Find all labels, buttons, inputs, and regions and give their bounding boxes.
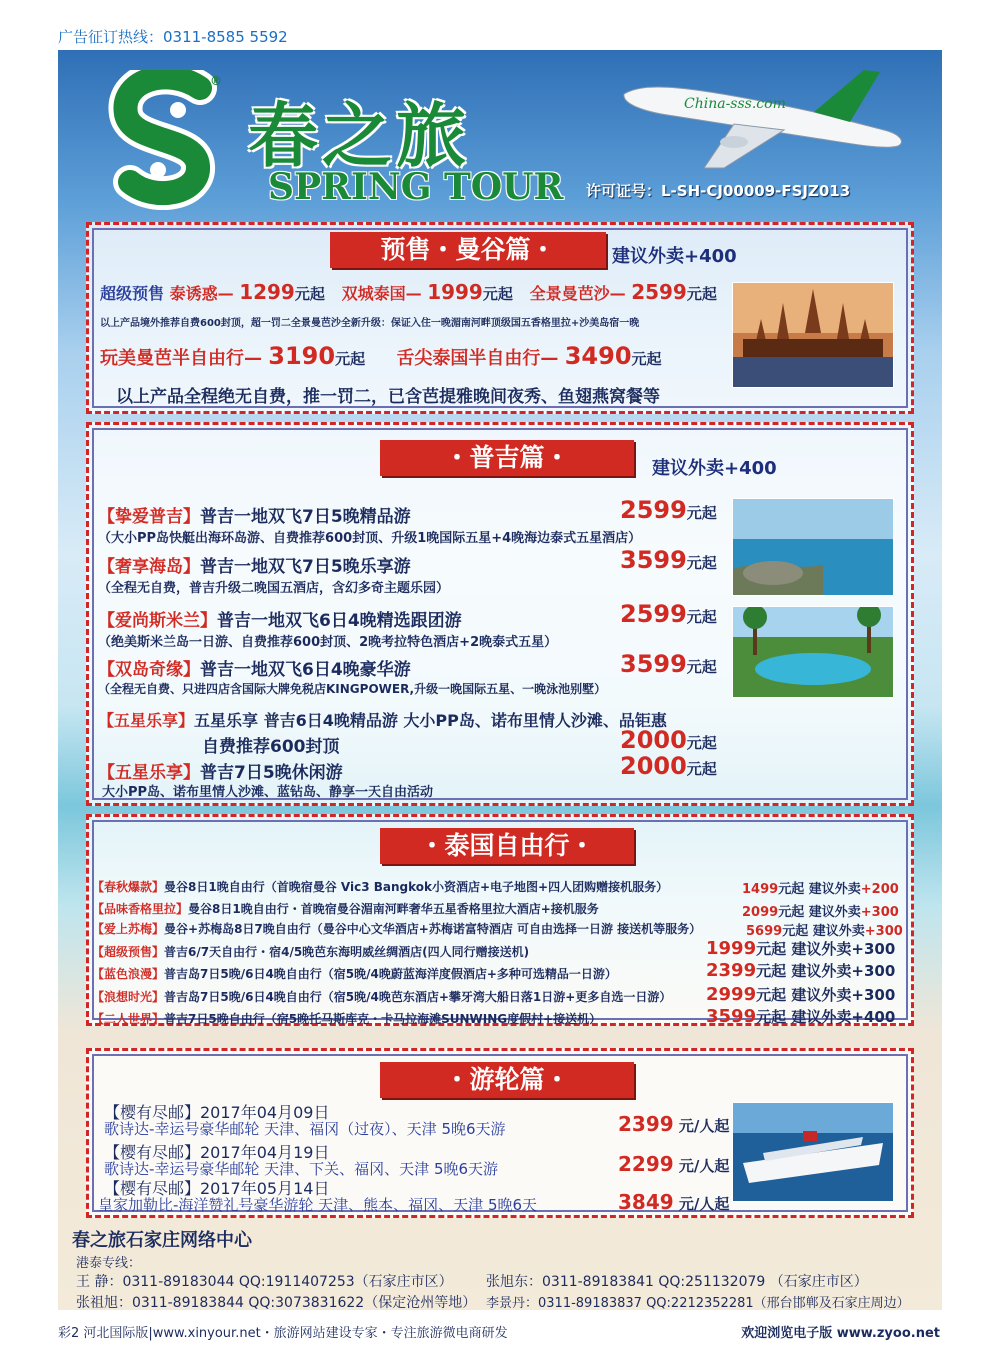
footer-left: 彩2 河北国际版|www.xinyour.net・旅游网站建设专家・专注旅游微电商研发 — [58, 1326, 508, 1341]
airplane-image — [614, 64, 914, 174]
bangkok-row-3: 玩美曼芭半自由行— 3190元起 舌尖泰国半自由行— 3490元起 — [100, 342, 662, 370]
bangkok-title: 预售・曼谷篇・ — [330, 232, 606, 268]
spring-tour-logo-icon — [108, 70, 228, 210]
phuket-note: 建议外卖+400 — [652, 458, 777, 479]
thailand-free-title: ・泰国自由行・ — [380, 828, 634, 864]
beach-photo — [732, 498, 894, 596]
resort-pool-photo — [732, 606, 894, 698]
temple-photo — [732, 282, 894, 388]
plane-livery-text: China-sss.com — [684, 96, 786, 112]
contact-line: 王 静：0311-89183044 QQ:1911407253（石家庄市区） — [76, 1274, 453, 1290]
center-subtitle: 港泰专线： — [76, 1256, 142, 1271]
license-number: 许可证号：L-SH-CJ00009-FSJZ013 — [586, 182, 851, 200]
phuket-title: ・普吉篇・ — [380, 440, 634, 476]
bangkok-note: 建议外卖+400 — [612, 246, 737, 267]
cruise-title: ・游轮篇・ — [380, 1062, 634, 1098]
bangkok-row-1: 超级预售 泰诱惑— 1299元起 双城泰国— 1999元起 全景曼芭沙— 2599元起 — [100, 280, 717, 304]
footer-right: 欢迎浏览电子版 www.zyoo.net — [741, 1326, 940, 1341]
ad-hotline: 广告征订热线：0311-8585 5592 — [58, 28, 288, 46]
logo-english: SPRING TOUR — [268, 166, 564, 208]
registered-mark: ® — [210, 74, 222, 88]
logo-chinese: 春之旅 — [248, 94, 470, 177]
contact-line: 张祖旭：0311-89183844 QQ:3073831622（保定沧州等地） — [76, 1295, 477, 1310]
bangkok-row-2: 以上产品境外推荐自费600封顶，超一罚二全景曼芭沙全新升级：保证入住一晚湄南河畔顶级国五香格里拉+沙美岛宿一晚 — [100, 318, 640, 329]
poster: ® 春之旅 SPRING TOUR 许可证号：L-SH-CJ00009-FSJZ013 China-sss.com 预售・曼谷篇・ 建议外卖+400 超级预售 泰诱惑— 1299元起 双城泰国— 1999元起 全景曼芭沙— 2599元起 以上产品境外推荐自费600封顶，超一罚二全景曼芭沙全新升级：保证入住一晚湄南河畔顶级国五香格里拉+沙美岛宿一晚 玩美曼芭半自由行— 3190元起 舌尖泰国半自由行— 3490元起 以上产品全程绝无自费，推一罚二，已含芭提雅晚间夜秀、鱼翅燕窝餐等 ・普吉篇・ 建议外卖+400 【挚爱普吉】普吉一地双飞7日5晚精品游 2599元起 （大小PP岛快艇出海环岛游、自费推荐600封顶、升级1晚国际五星+4晚海边泰式五星酒店） 【奢享海岛】普吉一地双飞7日5晚乐享游 3599元起 （全程无自费，普吉升级二晚国五酒店，含幻多奇主题乐园） 【爱尚斯米兰】普吉一地双飞6日4晚精选跟团游 2599元起 （绝美斯米兰岛一日游、自费推荐600封顶、2晚考拉特色酒店+2晚泰式五星） 【双岛奇缘】普吉一地双飞6日4晚豪华游 3599元起 （全程无自费、只进四店含国际大牌免税店KINGPOWER,升级一晚国际五星、一晚泳池别墅） 【五星乐享】五星乐享 普吉6日4晚精品游 大小PP岛、诺布里情人沙滩、品钜惠 自费推荐600封顶 2000元起 【五星乐享】普吉7日5晚休闲游 2000元起 大小PP岛、诺布里情人沙滩、蓝钻岛、静享一天自由活动 ・泰国自由行・ 【春秋爆款】曼谷8日1晚自由行（首晚宿曼谷 Vic3 Bangkok小资酒店+电子地图+四人团购赠接机服务） 1499元起 建议外卖+200 【品味香格里拉】曼谷8日1晚自由行・首晚宿曼谷湄南河畔奢华五星香格里拉大酒店+接机服务 2099元起 建议外卖+300 【爱上苏梅】曼谷+苏梅岛8日7晚自由行（曼谷中心文华酒店+苏梅诺富特酒店 可自由选择一日游 接送机等服务） 5699元起 建议外卖+300 【超级预售】普吉6/7天自由行・宿4/5晚芭东海明威丝绸酒店(四人同行赠接送机) 1999元起 建议外卖+300 【蓝色浪漫】普吉岛7日5晚/6日4晚自由行（宿5晚/4晚蔚蓝海洋度假酒店+多种可选精品一日游） 2399元起 建议外卖+300 【浪想时光】普吉岛7日5晚/6日4晚自由行（宿5晚/4晚芭东酒店+攀牙湾大船日落1日游+更多自选一日游） 2999元起 建议外卖+300 【二人世界】普吉7日5晚自由行（宿5晚托马斯库克・卡马拉海滩SUNWING度假村+接送机） 3599元起 建议外卖+400 ・游轮篇・ 【樱有尽邮】2017年04月09日 歌诗达-幸运号豪华邮轮 天津、福冈（过夜）、天津 5晚6天游 2399 元/人起 【樱有尽邮】2017年04月19日 歌诗达-幸运号豪华邮轮 天津、下关、福冈、天津 5晚6天游 2299 元/人起 【樱有尽邮】2017年05月14日 皇家加勒比-海洋赞礼号豪华游轮 天津、熊本、福冈、天津 5晚6天 3849 元/人起 春之旅石家庄网络中心 港泰专线： 王 静：0311-89183044 QQ:1911407253（石家庄市区） 张旭东：0311-89183841 QQ:251132079 （石家庄市区） 张祖旭：0311-89183844 QQ:3073831622（保定沧州等地） 李景丹：0311-89183837 QQ:2212352281（邢台邯郸及石家庄周边） — [58, 50, 942, 1310]
cruise-ship-photo — [732, 1102, 894, 1202]
contact-line: 李景丹：0311-89183837 QQ:2212352281（邢台邯郸及石家庄周边） — [486, 1296, 910, 1310]
bangkok-row-4: 以上产品全程绝无自费，推一罚二，已含芭提雅晚间夜秀、鱼翅燕窝餐等 — [116, 387, 660, 407]
contact-line: 张旭东：0311-89183841 QQ:251132079 （石家庄市区） — [486, 1274, 868, 1290]
center-title: 春之旅石家庄网络中心 — [72, 1230, 252, 1251]
